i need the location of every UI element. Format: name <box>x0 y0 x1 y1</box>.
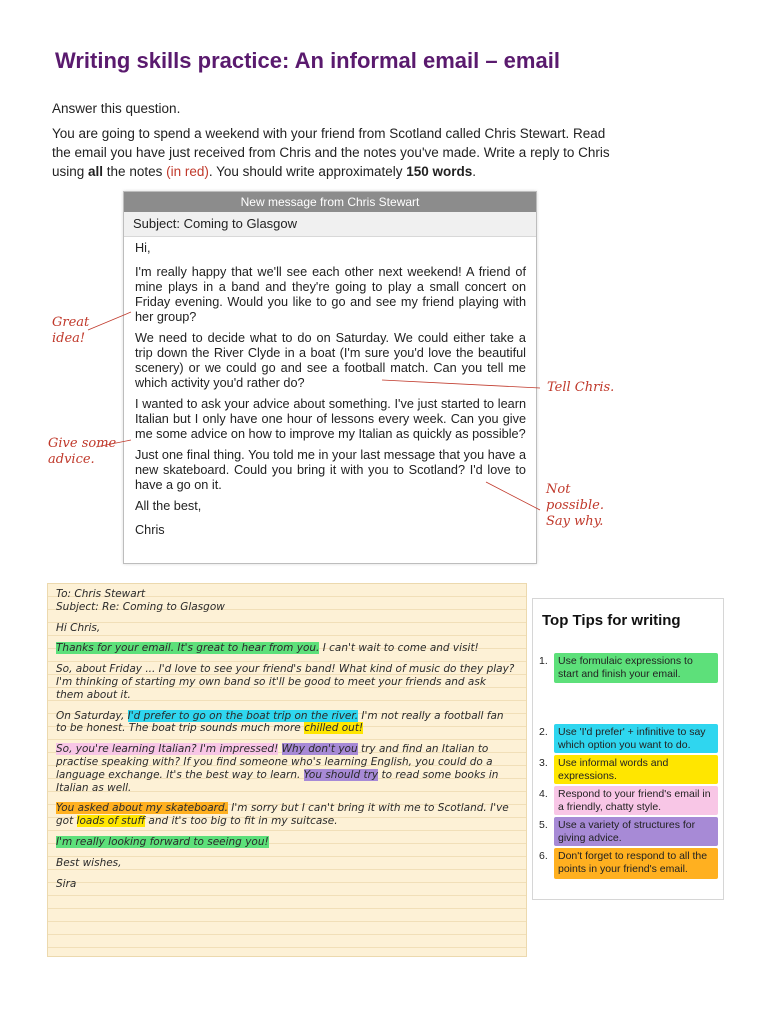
reply-text-run: On Saturday, <box>56 709 128 722</box>
note-not-possible <box>546 482 604 530</box>
tip-number: 6. <box>539 850 548 862</box>
tip-number: 5. <box>539 819 548 831</box>
tip-number: 4. <box>539 788 548 800</box>
instructions-in-red: (in red) <box>166 164 209 179</box>
email-subject: Subject: Coming to Glasgow <box>124 212 536 237</box>
note-line: Great <box>52 315 90 330</box>
tip-text: Don't forget to respond to all the points in your friend's email. <box>554 848 718 879</box>
email-signoff: All the best, <box>135 499 202 513</box>
highlight-advice-structure: Why don't you <box>281 743 358 756</box>
email-paragraph-saturday: We need to decide what to do on Saturday. We could either take a trip down the River Clyde in a boat (I'm sure you'd love the beautiful scenery) or we could go and see a football match. Can you tell me which activity you'd rather do? <box>135 331 526 390</box>
note-line: Give some <box>48 436 117 451</box>
highlight-informal-phrase: chilled out! <box>304 722 364 735</box>
reply-paragraph-4 <box>56 743 516 794</box>
note-great-idea <box>52 315 89 347</box>
highlight-formulaic-opening: Thanks for your email. It's great to hear from you. <box>56 642 320 655</box>
instructions-text: . You should write approximately <box>208 164 407 179</box>
highlight-chatty-style: So, you're learning Italian? I'm impressed! <box>56 743 279 756</box>
reply-subject: Subject: Re: Coming to Glasgow <box>56 600 225 613</box>
email-paragraph-skateboard: Just one final thing. You told me in your last message that you have a new skateboard. Could you bring it with you to Scotland? I'd love to have a go on it. <box>135 448 526 492</box>
email-greeting: Hi, <box>135 241 151 255</box>
note-line: idea! <box>52 331 86 346</box>
reply-text-run: and it's too big to fit in my suitcase. <box>145 815 338 828</box>
leader-great-idea <box>88 312 131 330</box>
reply-text-run: try and find an Italian to practise speaking with? If you find someone who's learning English, you could do a language exchange. It's the best way to learn. <box>56 743 493 781</box>
note-line: Not <box>546 482 571 497</box>
tip-text: Use informal words and expressions. <box>554 755 718 784</box>
email-signature: Chris <box>135 523 165 537</box>
reply-closing: Best wishes, <box>56 856 122 869</box>
tip-number: 2. <box>539 726 548 738</box>
instructions-text: You are going to spend a weekend with your friend from Scotland called Chris Stewart. Read the email you have just received from Chris and the notes you've made. Write a reply to Chris using <box>52 126 610 179</box>
reply-text-run: I'm sorry but I can't bring it with me to Scotland. I've got <box>56 802 509 828</box>
reply-paragraph-3 <box>56 710 516 736</box>
highlight-formulaic-closing: I'm really looking forward to seeing you! <box>56 835 269 848</box>
instructions-text: . <box>472 164 477 179</box>
highlight-advice-structure: You should try <box>303 768 379 781</box>
email-paragraph-friday: I'm really happy that we'll see each other next weekend! A friend of mine plays in a band and they're going to play a small concert on Friday evening. Would you like to go and see my friend playing with her group? <box>135 265 526 324</box>
tips-title: Top Tips for writing <box>542 612 681 629</box>
tip-text: Use 'I'd prefer' + infinitive to say which option you want to do. <box>554 724 718 753</box>
question-prompt: Answer this question. <box>52 101 181 116</box>
note-line: advice. <box>48 452 95 467</box>
tip-text: Use a variety of structures for giving advice. <box>554 817 718 846</box>
reply-text-run: I can't wait to come and visit! <box>319 642 479 655</box>
model-reply-email <box>47 583 527 957</box>
note-tell-chris: Tell Chris. <box>547 380 615 395</box>
highlight-informal-phrase: loads of stuff <box>76 815 146 828</box>
reply-text-run: I'm not really a football fan to be honest. The boat trip sounds much more <box>56 709 504 735</box>
reply-text-run: to read some books in Italian as well. <box>56 768 499 794</box>
leader-tell-chris <box>382 380 540 388</box>
reply-paragraph-5 <box>56 802 516 828</box>
instructions-word-count: 150 words <box>406 164 473 179</box>
reply-name: Sira <box>56 877 77 890</box>
instructions-all: all <box>88 164 104 179</box>
tip-text: Respond to your friend's email in a friendly, chatty style. <box>554 786 718 815</box>
tip-text: Use formulaic expressions to start and finish your email. <box>554 653 718 683</box>
reply-paragraph-1 <box>56 642 516 655</box>
leader-not-possible <box>486 482 540 510</box>
note-line: Say why. <box>546 514 604 529</box>
reply-paragraph-6 <box>56 836 516 849</box>
note-line: possible. <box>546 498 604 513</box>
reply-greeting: Hi Chris, <box>56 621 101 634</box>
email-window-header: New message from Chris Stewart <box>124 192 536 212</box>
note-give-advice <box>48 436 116 468</box>
reply-paragraph-2: So, about Friday ... I'd love to see your friend's band! What kind of music do they play? I'm thinking of starting my own band so it'll be good to meet your friends and ask them about it. <box>56 663 515 701</box>
highlight-respond-point: You asked about my skateboard. <box>56 802 228 815</box>
tip-number: 1. <box>539 655 548 667</box>
reply-text <box>56 588 516 898</box>
reply-to: To: Chris Stewart <box>56 588 146 600</box>
page-title: Writing skills practice: An informal email – email <box>55 48 560 73</box>
email-paragraph-italian: I wanted to ask your advice about something. I've just started to learn Italian but I only have one hour of lessons every week. Can you give me some advice on how to improve my Italian as quickly as possible? <box>135 397 526 441</box>
tip-number: 3. <box>539 757 548 769</box>
highlight-preference: I'd prefer to go on the boat trip on the river. <box>127 709 359 722</box>
instructions-text: the notes <box>103 164 167 179</box>
top-tips-panel <box>532 598 724 900</box>
